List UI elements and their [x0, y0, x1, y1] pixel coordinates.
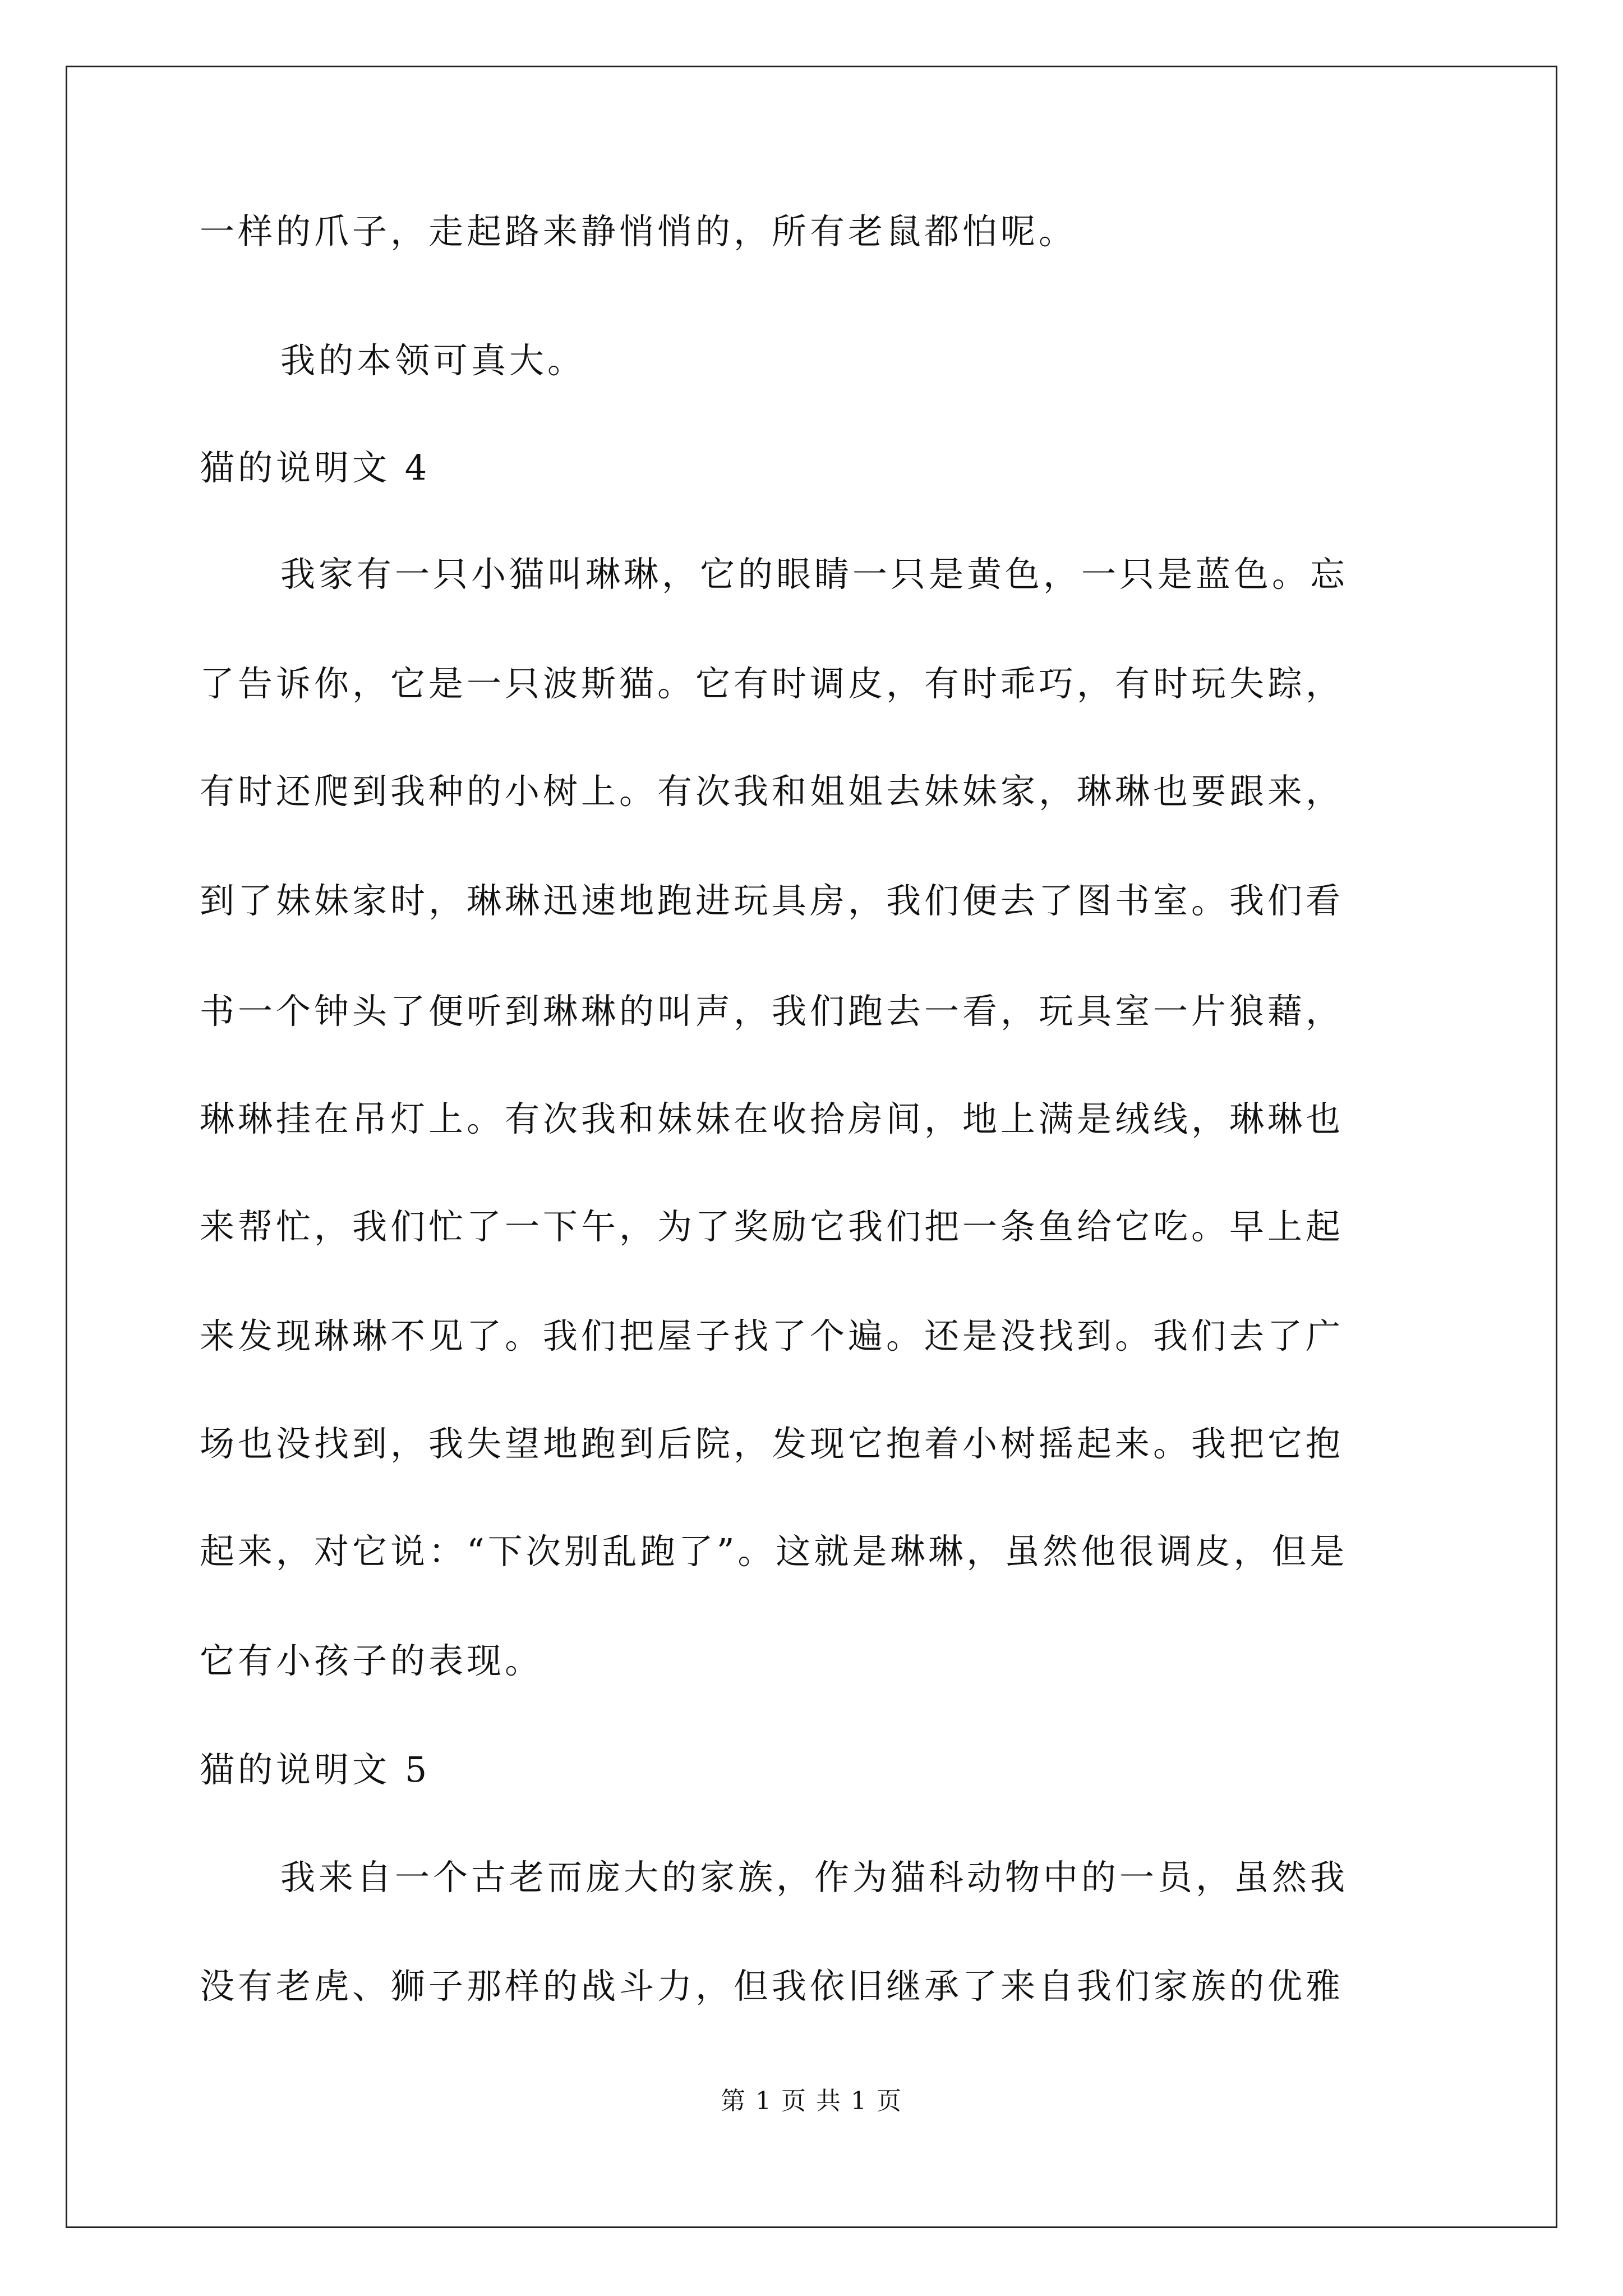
text-line: 书一个钟头了便听到琳琳的叫声，我们跑去一看，玩具室一片狼藉， — [200, 991, 1344, 1032]
section-heading: 猫的说明文 4 — [200, 447, 431, 488]
page-footer: 第 1 页 共 1 页 — [721, 2087, 902, 2115]
text-line: 我的本领可真大。 — [280, 340, 586, 381]
text-line: 起来，对它说：“下次别乱跑了”。这就是琳琳，虽然他很调皮，但是 — [200, 1531, 1348, 1572]
text-line: 了告诉你，它是一只波斯猫。它有时调皮，有时乖巧，有时玩失踪， — [200, 663, 1344, 704]
text-line: 琳琳挂在吊灯上。有次我和妹妹在收拾房间，地上满是绒线，琳琳也 — [200, 1098, 1344, 1139]
page-border — [66, 66, 1557, 2228]
text-line: 我来自一个古老而庞大的家族，作为猫科动物中的一员，虽然我 — [280, 1857, 1349, 1898]
section-heading: 猫的说明文 5 — [200, 1749, 431, 1790]
text-line: 一样的爪子，走起路来静悄悄的，所有老鼠都怕呢。 — [200, 211, 1077, 252]
text-line: 我家有一只小猫叫琳琳，它的眼睛一只是黄色，一只是蓝色。忘 — [280, 554, 1349, 595]
text-line: 场也没找到，我失望地跑到后院，发现它抱着小树摇起来。我把它抱 — [200, 1423, 1344, 1464]
text-line: 到了妹妹家时，琳琳迅速地跑进玩具房，我们便去了图书室。我们看 — [200, 880, 1344, 921]
text-line: 来帮忙，我们忙了一下午，为了奖励它我们把一条鱼给它吃。早上起 — [200, 1206, 1344, 1247]
text-line: 有时还爬到我种的小树上。有次我和姐姐去妹妹家，琳琳也要跟来， — [200, 771, 1344, 812]
text-line: 没有老虎、狮子那样的战斗力，但我依旧继承了来自我们家族的优雅 — [200, 1966, 1344, 2007]
text-line: 来发现琳琳不见了。我们把屋子找了个遍。还是没找到。我们去了广 — [200, 1315, 1344, 1356]
text-line: 它有小孩子的表现。 — [200, 1640, 543, 1681]
